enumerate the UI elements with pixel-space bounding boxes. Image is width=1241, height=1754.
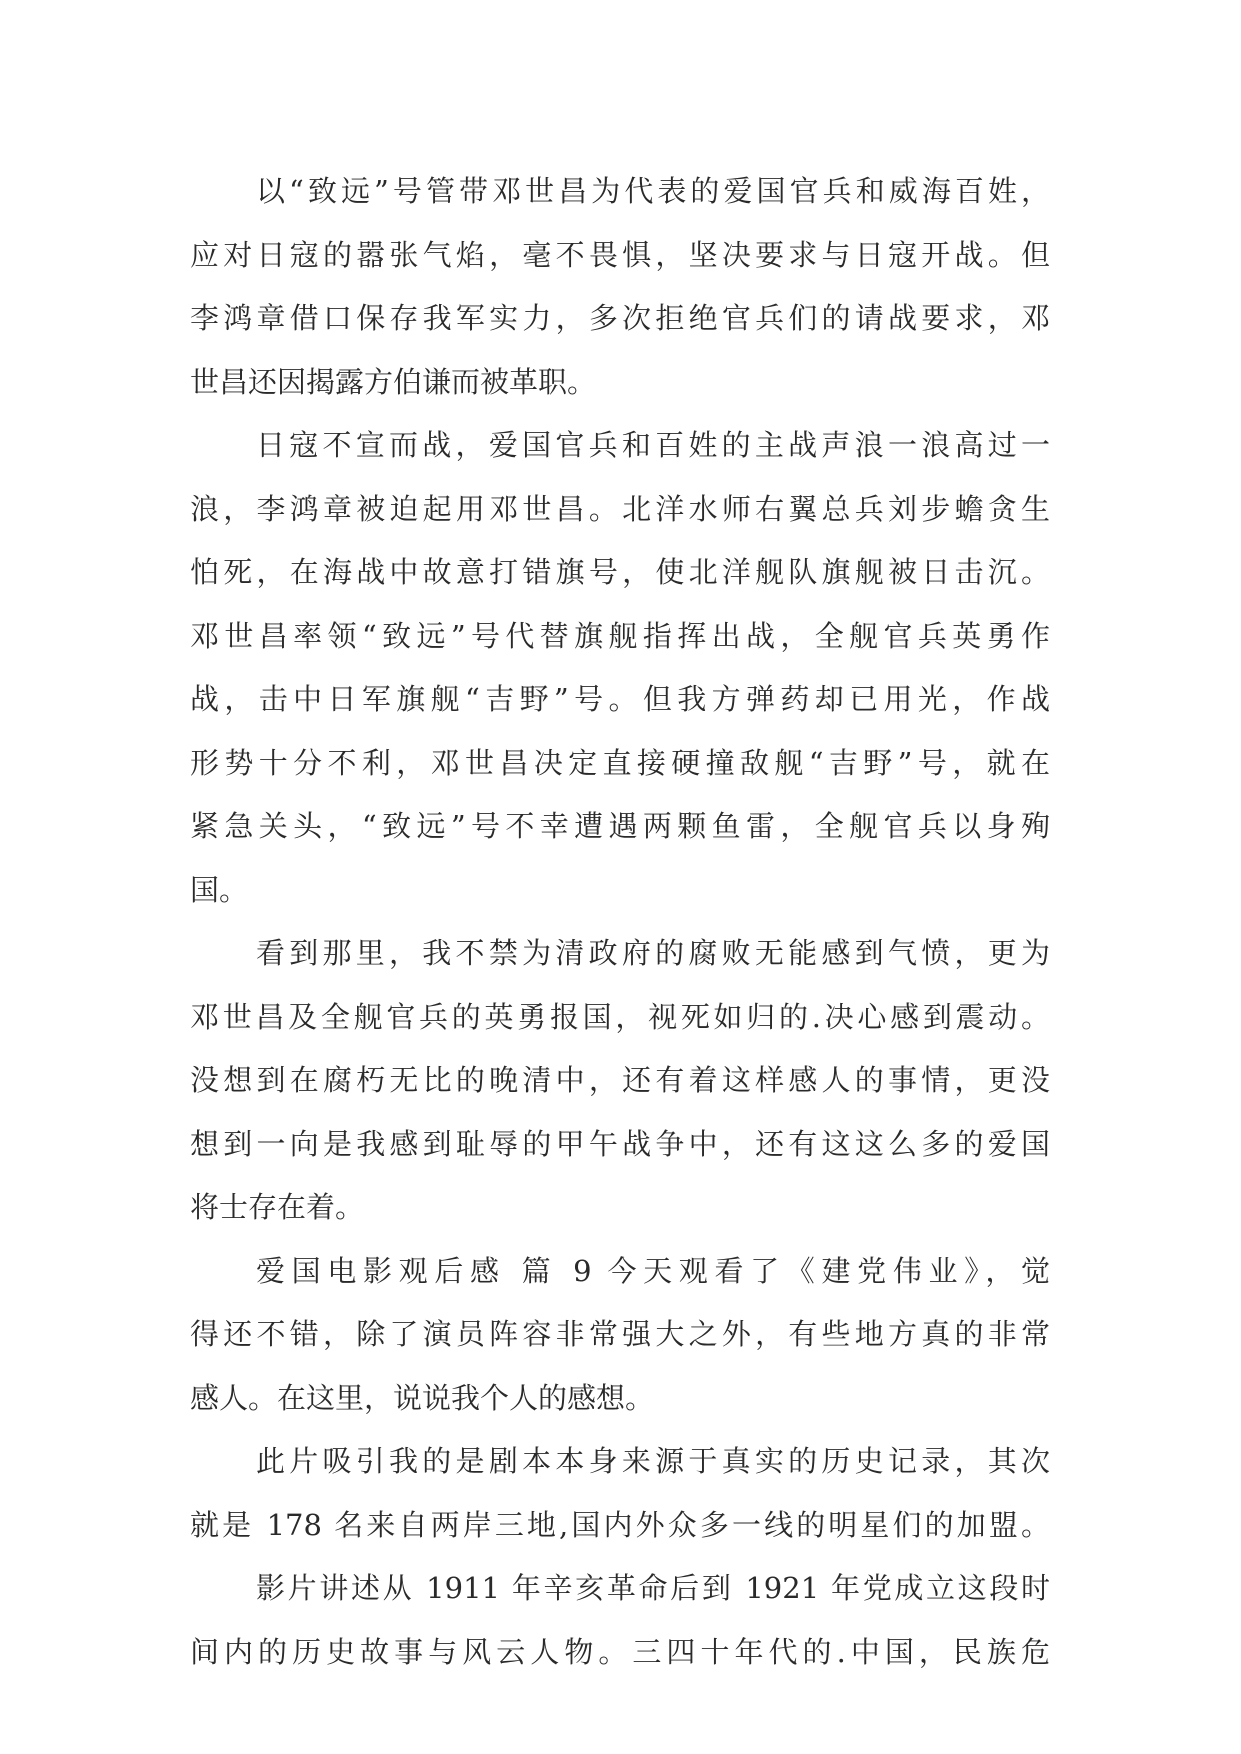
text-line: 日寇不宣而战，爱国官兵和百姓的主战声浪一浪高过一 xyxy=(256,428,1050,462)
text-line: 邓世昌及全舰官兵的英勇报国，视死如归的.决心感到震动。 xyxy=(190,999,1050,1034)
text-line: 将士存在着。 xyxy=(190,1190,365,1224)
text-line: 国。 xyxy=(190,872,249,907)
paragraph xyxy=(190,1240,1050,1431)
text-line: 李鸿章借口保存我军实力，多次拒绝官兵们的请战要求，邓 xyxy=(190,301,1050,335)
document-body xyxy=(190,160,1050,1684)
paragraph xyxy=(190,922,1050,1240)
text-line: 怕死，在海战中故意打错旗号，使北洋舰队旗舰被日击沉。 xyxy=(190,555,1050,589)
text-line: 间内的历史故事与风云人物。三四十年代的.中国，民族危 xyxy=(190,1634,1050,1669)
paragraph xyxy=(190,1557,1050,1684)
text-line: 影片讲述从 1911 年辛亥革命后到 1921 年党成立这段时 xyxy=(256,1571,1050,1605)
text-line: 就是 178 名来自两岸三地,国内外众多一线的明星们的加盟。 xyxy=(190,1507,1050,1542)
text-line: 以“致远”号管带邓世昌为代表的爱国官兵和威海百姓， xyxy=(256,174,1050,208)
text-line: 应对日寇的嚣张气焰，毫不畏惧，坚决要求与日寇开战。但 xyxy=(190,237,1050,272)
text-line: 世昌还因揭露方伯谦而被革职。 xyxy=(190,364,597,399)
text-line: 浪，李鸿章被迫起用邓世昌。北洋水师右翼总兵刘步蟾贪生 xyxy=(190,491,1050,526)
text-line: 看到那里，我不禁为清政府的腐败无能感到气愤，更为 xyxy=(256,936,1050,970)
text-line: 想到一向是我感到耻辱的甲午战争中，还有这这么多的爱国 xyxy=(190,1126,1050,1161)
text-line: 战，击中日军旗舰“吉野”号。但我方弹药却已用光，作战 xyxy=(190,682,1050,716)
text-line: 邓世昌率领“致远”号代替旗舰指挥出战，全舰官兵英勇作 xyxy=(190,618,1050,653)
text-line: 爱国电影观后感 篇 9 今天观看了《建党伟业》，觉 xyxy=(256,1253,1050,1288)
paragraph xyxy=(190,1430,1050,1557)
text-line: 没想到在腐朽无比的晚清中，还有着这样感人的事情，更没 xyxy=(190,1063,1050,1097)
text-line: 形势十分不利，邓世昌决定直接硬撞敌舰“吉野”号，就在 xyxy=(190,745,1050,780)
paragraph xyxy=(190,160,1050,414)
text-line: 紧急关头，“致远”号不幸遭遇两颗鱼雷，全舰官兵以身殉 xyxy=(190,809,1050,843)
text-line: 此片吸引我的是剧本本身来源于真实的历史记录，其次 xyxy=(256,1444,1050,1478)
paragraph xyxy=(190,414,1050,922)
text-line: 得还不错，除了演员阵容非常强大之外，有些地方真的非常 xyxy=(190,1317,1050,1351)
text-line: 感人。在这里，说说我个人的感想。 xyxy=(190,1380,655,1415)
